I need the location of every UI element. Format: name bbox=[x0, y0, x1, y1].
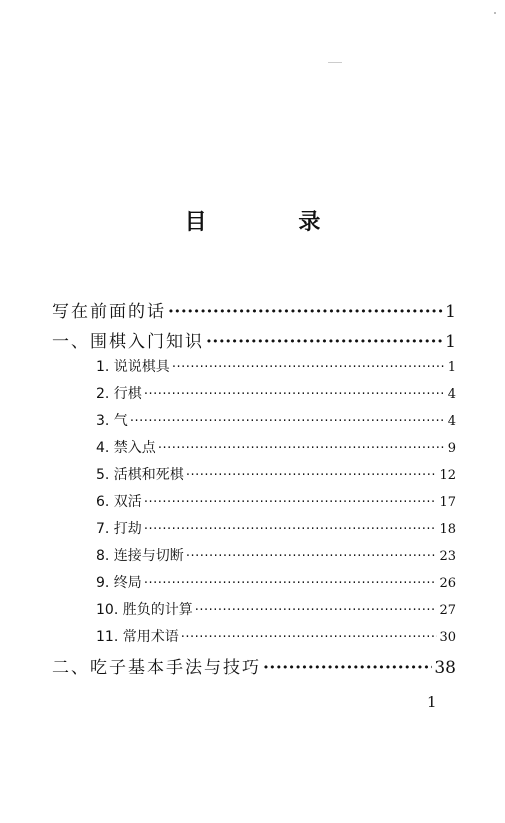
page-title: 目 录 bbox=[184, 210, 363, 235]
toc-leader-dots bbox=[168, 302, 443, 322]
toc-leader-dots bbox=[172, 360, 446, 375]
toc-entry-section bbox=[96, 410, 456, 430]
toc-page-number: 4 bbox=[447, 414, 456, 429]
toc-leader-dots bbox=[130, 414, 446, 429]
toc-page-number: 1 bbox=[445, 332, 456, 352]
toc-entry-label: 8. 连接与切断 bbox=[96, 548, 184, 564]
toc-entry-section bbox=[96, 599, 456, 619]
toc-entry-label: 1. 说说棋具 bbox=[96, 359, 170, 375]
toc-leader-dots bbox=[144, 522, 438, 537]
toc-page-number: 27 bbox=[439, 603, 456, 618]
toc-entry-chapter-2 bbox=[52, 653, 456, 678]
page-folio-number: 1 bbox=[427, 693, 437, 711]
toc-entry-section bbox=[96, 518, 456, 538]
toc-entry-section bbox=[96, 464, 456, 484]
toc-leader-dots bbox=[186, 468, 438, 483]
toc-leader-dots bbox=[195, 603, 438, 618]
toc-leader-dots bbox=[158, 441, 446, 456]
toc-entry-label: 5. 活棋和死棋 bbox=[96, 467, 184, 483]
toc-entry-label: 写在前面的话 bbox=[52, 302, 166, 322]
toc-entry-label: 11. 常用术语 bbox=[96, 629, 179, 645]
toc-entry-section bbox=[96, 572, 456, 592]
toc-page-number: 12 bbox=[439, 468, 456, 483]
toc-entry-section bbox=[96, 545, 456, 565]
scan-speck bbox=[328, 62, 342, 63]
toc-page-number: 38 bbox=[434, 658, 456, 678]
toc-entry-label: 6. 双活 bbox=[96, 494, 142, 510]
toc-entry-section bbox=[96, 491, 456, 511]
toc-leader-dots bbox=[181, 630, 438, 645]
toc-page-number: 1 bbox=[447, 360, 456, 375]
toc-entry-label: 一、围棋入门知识 bbox=[52, 332, 204, 352]
toc-leader-dots bbox=[144, 576, 438, 591]
toc-leader-dots bbox=[144, 387, 446, 402]
toc-page-number: 17 bbox=[439, 495, 456, 510]
scan-speck bbox=[494, 12, 496, 14]
toc-page-number: 30 bbox=[439, 630, 456, 645]
toc-page-number: 18 bbox=[439, 522, 456, 537]
toc-entry-label: 7. 打劫 bbox=[96, 521, 142, 537]
toc-leader-dots bbox=[206, 332, 443, 352]
toc-entry-section bbox=[96, 383, 456, 403]
toc-entry-section bbox=[96, 437, 456, 457]
toc-entry-section bbox=[96, 356, 456, 376]
toc-leader-dots bbox=[263, 658, 432, 678]
toc-entry-label: 二、吃子基本手法与技巧 bbox=[52, 658, 261, 678]
toc-leader-dots bbox=[186, 549, 438, 564]
toc-entry-label: 4. 禁入点 bbox=[96, 440, 156, 456]
toc-page-number: 26 bbox=[439, 576, 456, 591]
toc-entry-label: 2. 行棋 bbox=[96, 386, 142, 402]
toc-page-number: 1 bbox=[445, 302, 456, 322]
toc-page-number: 23 bbox=[439, 549, 456, 564]
toc-entry-preface bbox=[52, 297, 456, 322]
toc-entry-label: 10. 胜负的计算 bbox=[96, 602, 193, 618]
toc-entry-label: 9. 终局 bbox=[96, 575, 142, 591]
toc-entry-label: 3. 气 bbox=[96, 413, 128, 429]
toc-page-number: 9 bbox=[447, 441, 456, 456]
toc-entry-chapter-1 bbox=[52, 327, 456, 352]
toc-leader-dots bbox=[144, 495, 438, 510]
toc-page-number: 4 bbox=[447, 387, 456, 402]
toc-entry-section bbox=[96, 626, 456, 646]
